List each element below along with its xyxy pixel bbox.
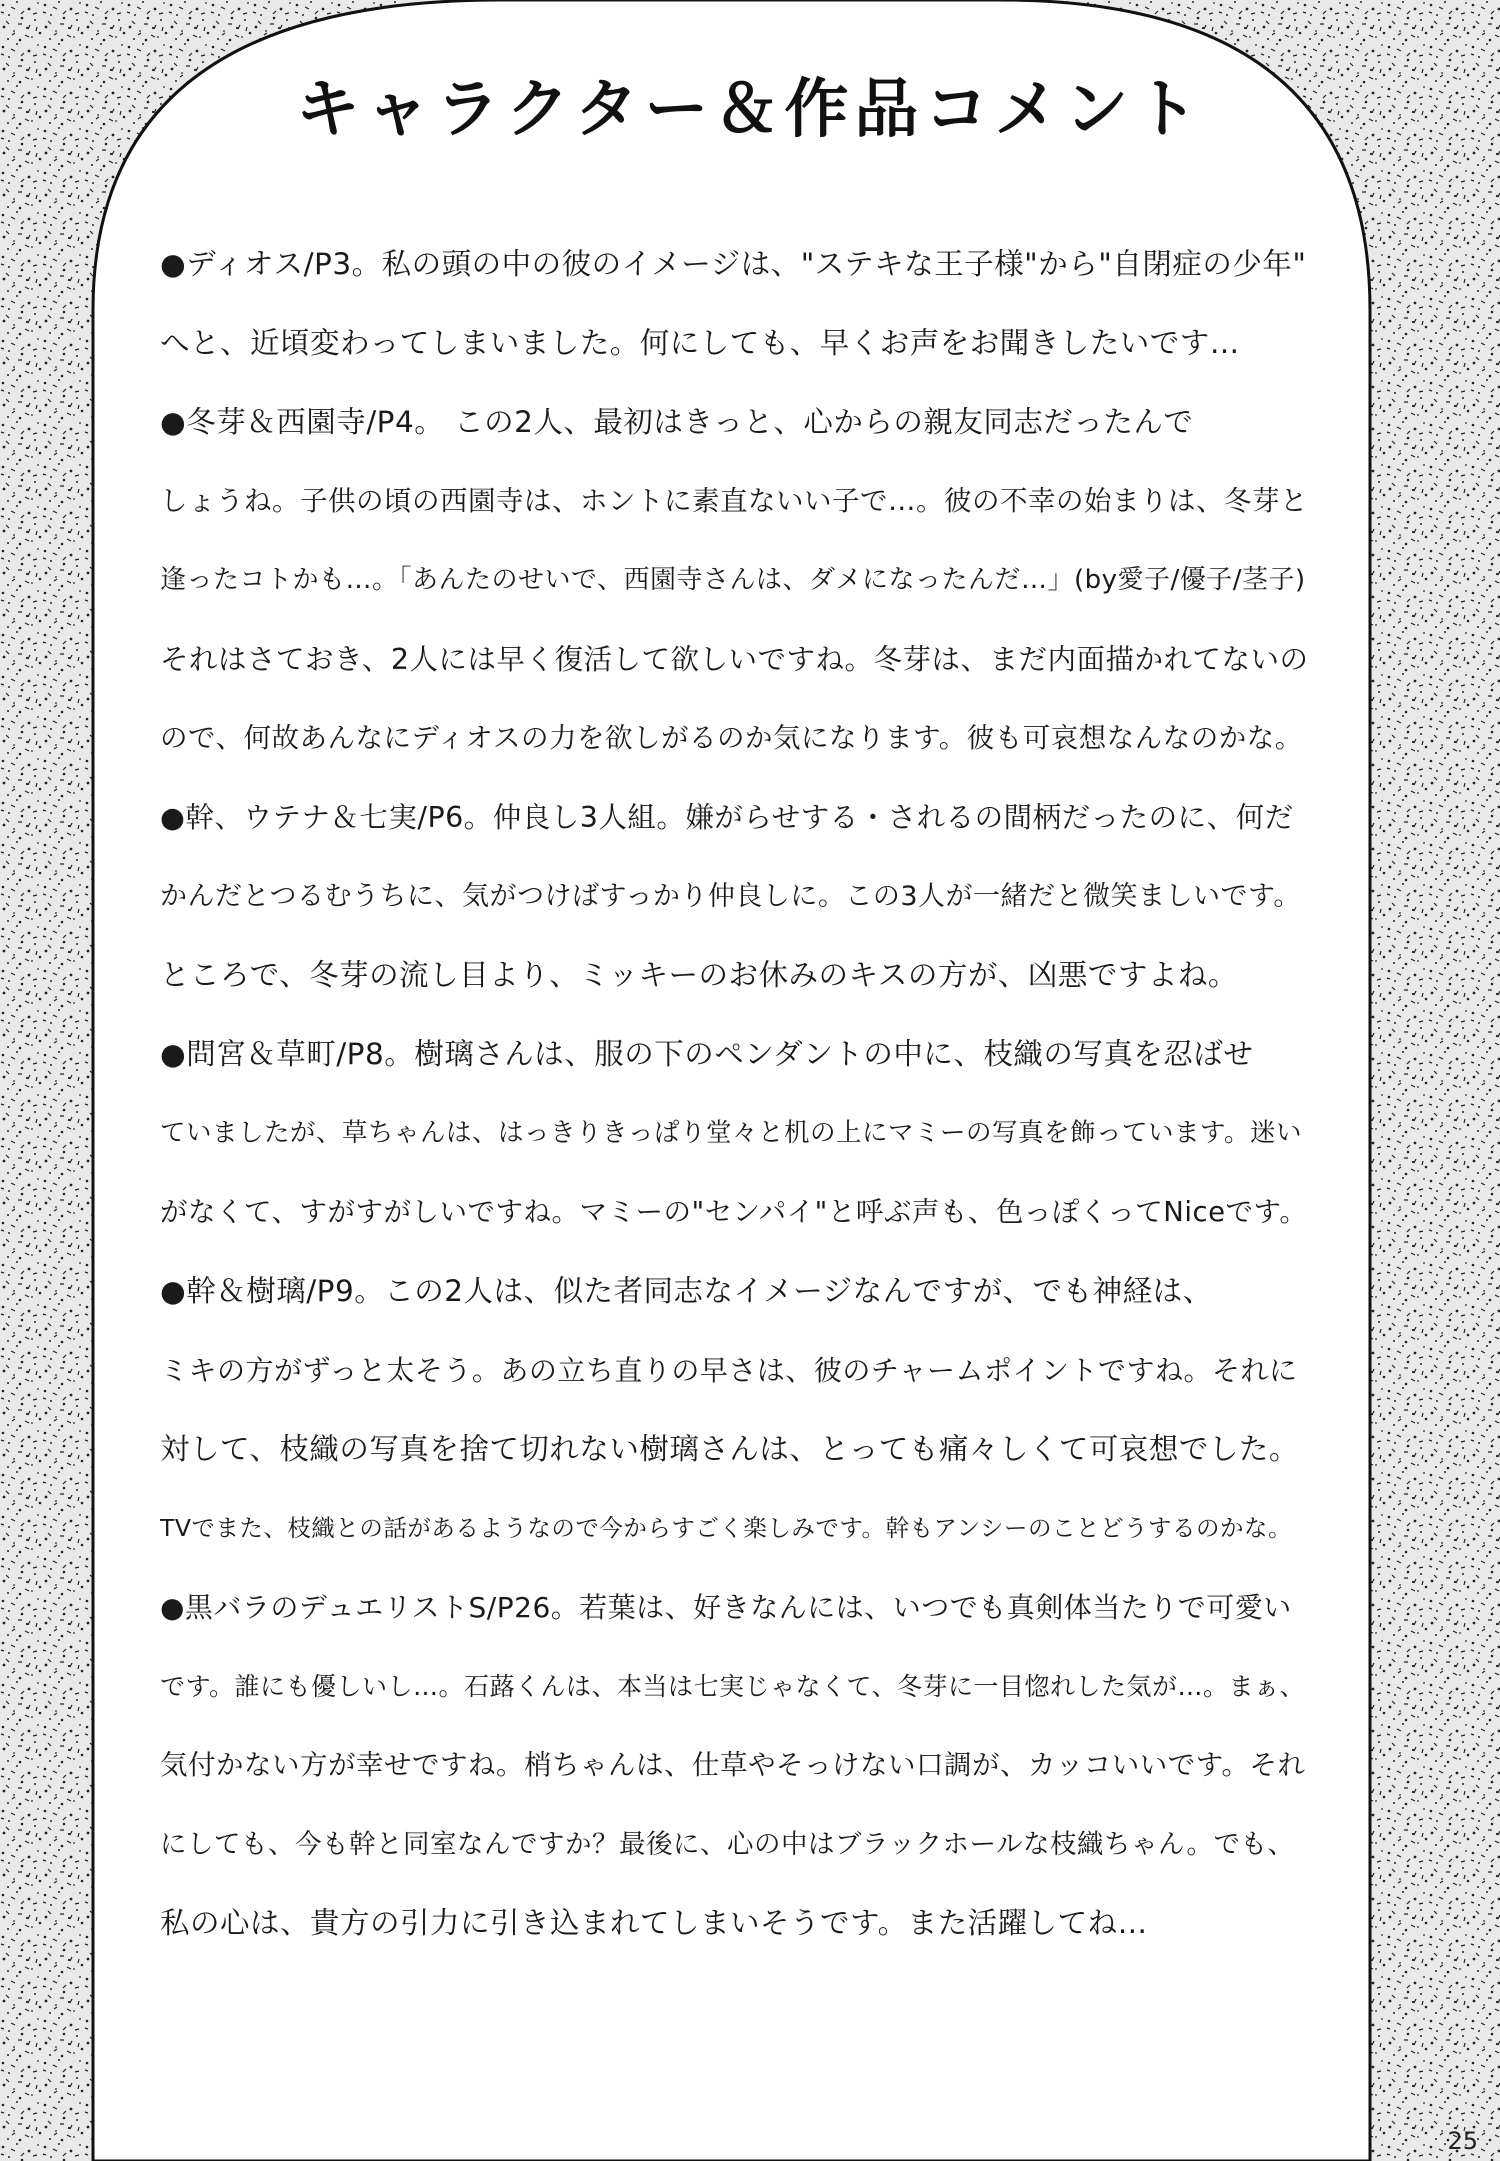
character-comment-text: [160, 225, 1310, 1963]
comment-line: それはさておき、2人には早く復活して欲しいですね。冬芽は、まだ内面描かれてないの: [160, 643, 1309, 676]
comment-line: にしても、今も幹と同室なんですか？最後に、心の中はブラックホールな枝織ちゃん。でも、: [160, 1829, 1295, 1860]
comment-line: です。誰にも優しいし…。石蕗くんは、本当は七実じゃなくて、冬芽に一目惚れした気が…。まぁ、: [160, 1672, 1306, 1701]
page-title: キャラクター＆作品コメント: [295, 73, 1205, 147]
comment-line: かんだとつるむうちに、気がつけばすっかり仲良しに。この3人が一緒だと微笑ましいです。: [160, 881, 1301, 912]
comment-line: へと、近頃変わってしまいました。何にしても、早くお声をお聞きしたいです…: [160, 326, 1240, 360]
comment-line: ところで、冬芽の流し目より、ミッキーのお休みのキスの方が、凶悪ですよね。: [160, 958, 1238, 992]
comment-line: ので、何故あんなにディオスの力を欲しがるのか気になります。彼も可哀想なんなのかな。: [160, 722, 1303, 754]
comment-line: ●幹、ウテナ＆七実/P6。仲良し3人組。嫌がらせする・されるの間柄だったのに、何だ: [160, 801, 1294, 834]
comment-line: ●ディオス/P3。私の頭の中の彼のイメージは、"ステキな王子様"から"自閉症の少年": [160, 247, 1307, 281]
comment-line: ていましたが、草ちゃんは、はっきりきっぱり堂々と机の上にマミーの写真を飾っています。迷い: [160, 1118, 1302, 1148]
comment-line: ●問宮＆草町/P8。樹璃さんは、服の下のペンダントの中に、枝織の写真を忍ばせ: [160, 1037, 1254, 1071]
comment-line: 対して、枝織の写真を捨て切れない樹璃さんは、とっても痛々しくて可哀想でした。: [160, 1432, 1299, 1466]
comment-line: がなくて、すがすがしいですね。マミーの"センパイ"と呼ぶ声も、色っぽくってNiceです。: [160, 1196, 1308, 1228]
comment-line: TVでまた、枝織との話があるようなので今からすごく楽しみです。幹もアンシーのことどうするのかな。: [160, 1514, 1293, 1542]
comment-line: ミキの方がずっと太そう。あの立ち直りの早さは、彼のチャームポイントですね。それに: [160, 1354, 1298, 1387]
comment-line: ●幹＆樹璃/P9。この2人は、似た者同志なイメージなんですが、でも神経は、: [160, 1274, 1213, 1308]
comment-line: しょうね。子供の頃の西園寺は、ホントに素直ないい子で…。彼の不幸の始まりは、冬芽と: [160, 485, 1308, 517]
comment-line: 気付かない方が幸せですね。梢ちゃんは、仕草やそっけない口調が、カッコいいです。それ: [160, 1749, 1306, 1781]
comment-line: ●黒バラのデュエリストS/P26。若葉は、好きなんには、いつでも真剣体当たりで可愛い: [160, 1591, 1292, 1624]
comment-line: 逢ったコトかも…。「あんたのせいで、西園寺さんは、ダメになったんだ…」(by愛子/優子/茎子): [160, 565, 1306, 595]
page-number: 25: [1447, 2127, 1478, 2155]
comment-line: 私の心は、貴方の引力に引き込まれてしまいそうです。また活躍してね…: [160, 1906, 1148, 1940]
comment-line: ●冬芽＆西園寺/P4。 この2人、最初はきっと、心からの親友同志だったんで: [160, 405, 1194, 439]
